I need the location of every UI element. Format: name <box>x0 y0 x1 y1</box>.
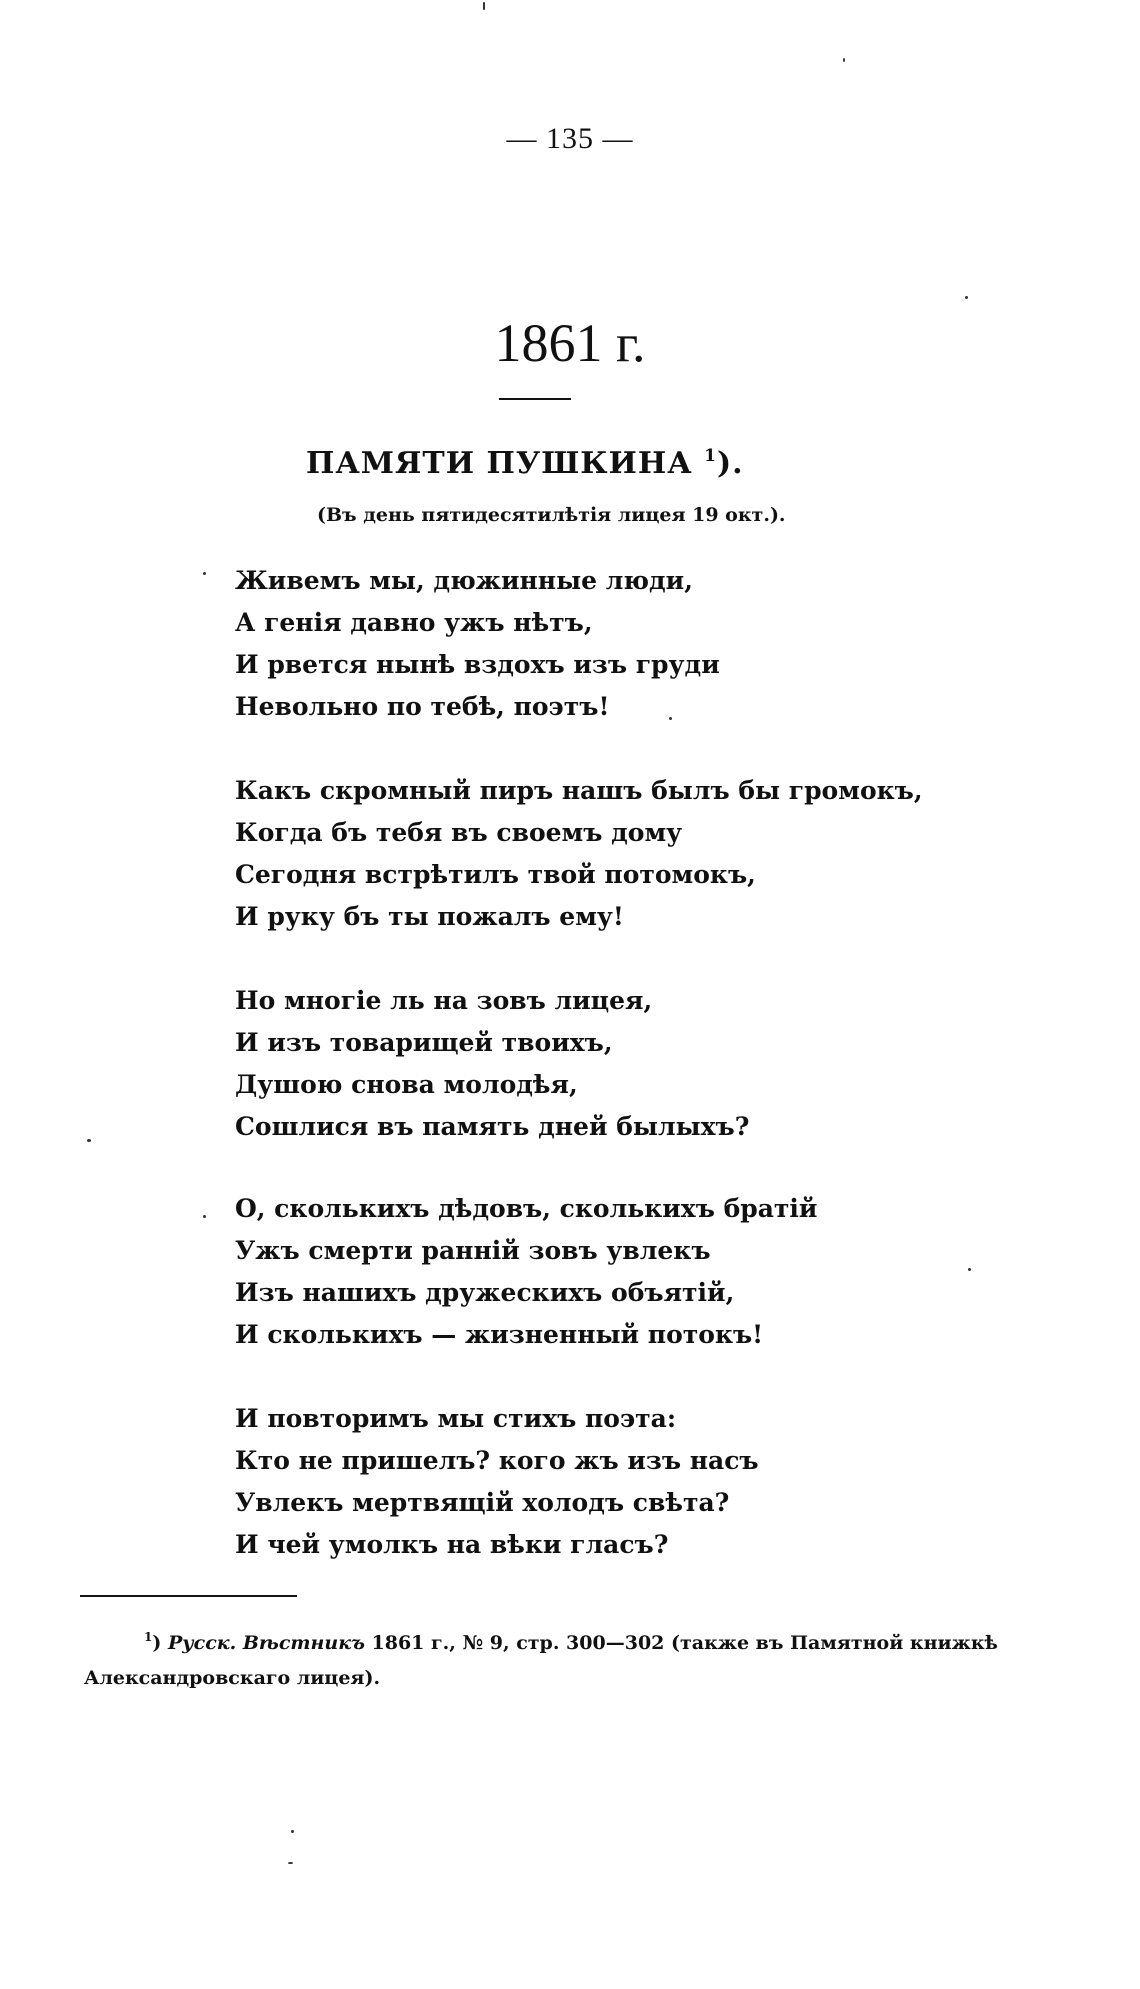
verse-line: И изъ товарищей твоихъ, <box>235 1028 613 1057</box>
footnote-line <box>84 1620 1054 1661</box>
scan-speck <box>203 1215 206 1218</box>
scan-speck <box>87 1139 91 1142</box>
verse-line: И сколькихъ — жизненный потокъ! <box>235 1320 764 1349</box>
stanza <box>235 1188 817 1356</box>
scan-speck <box>483 2 485 10</box>
stanza <box>235 980 749 1148</box>
footnote-source: Русск. Вѣстникъ <box>167 1632 365 1654</box>
verse-line: Увлекъ мертвящій холодъ свѣта? <box>235 1488 730 1517</box>
stanza <box>235 1398 759 1566</box>
scan-speck <box>203 572 206 575</box>
footnote-text-2: Александровскаго лицея). <box>84 1667 381 1689</box>
verse-line: Изъ нашихъ дружескихъ объятій, <box>235 1278 735 1307</box>
verse-line: А генія давно ужъ нѣтъ, <box>235 608 593 637</box>
verse-line: Но многіе ль на зовъ лицея, <box>235 986 653 1015</box>
year-rule <box>499 398 571 400</box>
verse-line: Живемъ мы, дюжинные люди, <box>235 566 693 595</box>
verse-line: Какъ скромный пиръ нашъ былъ бы громокъ, <box>235 776 923 805</box>
verse-line: Невольно по тебѣ, поэтъ! <box>235 692 610 721</box>
page-number: — 135 — <box>506 122 634 155</box>
stanza <box>235 560 720 728</box>
footnote-mark-close: ) <box>152 1632 162 1654</box>
verse-line: Кто не пришелъ? кого жъ изъ насъ <box>235 1446 759 1475</box>
scan-speck <box>288 1862 293 1864</box>
footnote-number: 1 <box>144 1630 153 1644</box>
poem-title <box>306 446 744 481</box>
verse-line: И чей умолкъ на вѣки гласъ? <box>235 1530 669 1559</box>
verse-line: Душою снова молодѣя, <box>235 1070 578 1099</box>
footnote-mark: 1 <box>704 446 717 466</box>
verse-line: Когда бъ тебя въ своемъ дому <box>235 818 683 847</box>
scan-speck <box>843 58 845 62</box>
verse-line: Ужъ смерти ранній зовъ увлекъ <box>235 1236 711 1265</box>
verse-line: Сошлися въ память дней былыхъ? <box>235 1112 750 1141</box>
footnote-line <box>84 1661 1054 1696</box>
footnote <box>84 1620 1054 1696</box>
stanza <box>235 770 923 938</box>
verse-line: О, сколькихъ дѣдовъ, сколькихъ братій <box>235 1194 818 1223</box>
verse-line: И рвется нынѣ вздохъ изъ груди <box>235 650 720 679</box>
poem-title-text: ПАМЯТИ ПУШКИНА <box>306 446 693 481</box>
scan-speck <box>968 1268 971 1271</box>
poem-subtitle: (Въ день пятидесятилѣтія лицея 19 окт.). <box>317 504 786 526</box>
footnote-rule <box>80 1595 297 1597</box>
poem-title-note-close: ). <box>716 446 744 481</box>
footnote-text-1: 1861 г., № 9, стр. 300—302 (также въ Памятной книжкѣ <box>364 1632 998 1654</box>
scan-speck <box>291 1830 294 1833</box>
verse-line: И руку бъ ты пожалъ ему! <box>235 902 624 931</box>
verse-line: И повторимъ мы стихъ поэта: <box>235 1404 677 1433</box>
scan-speck <box>965 296 968 299</box>
year-heading: 1861 г. <box>494 313 646 373</box>
scan-speck <box>669 717 672 720</box>
verse-line: Сегодня встрѣтилъ твой потомокъ, <box>235 860 756 889</box>
